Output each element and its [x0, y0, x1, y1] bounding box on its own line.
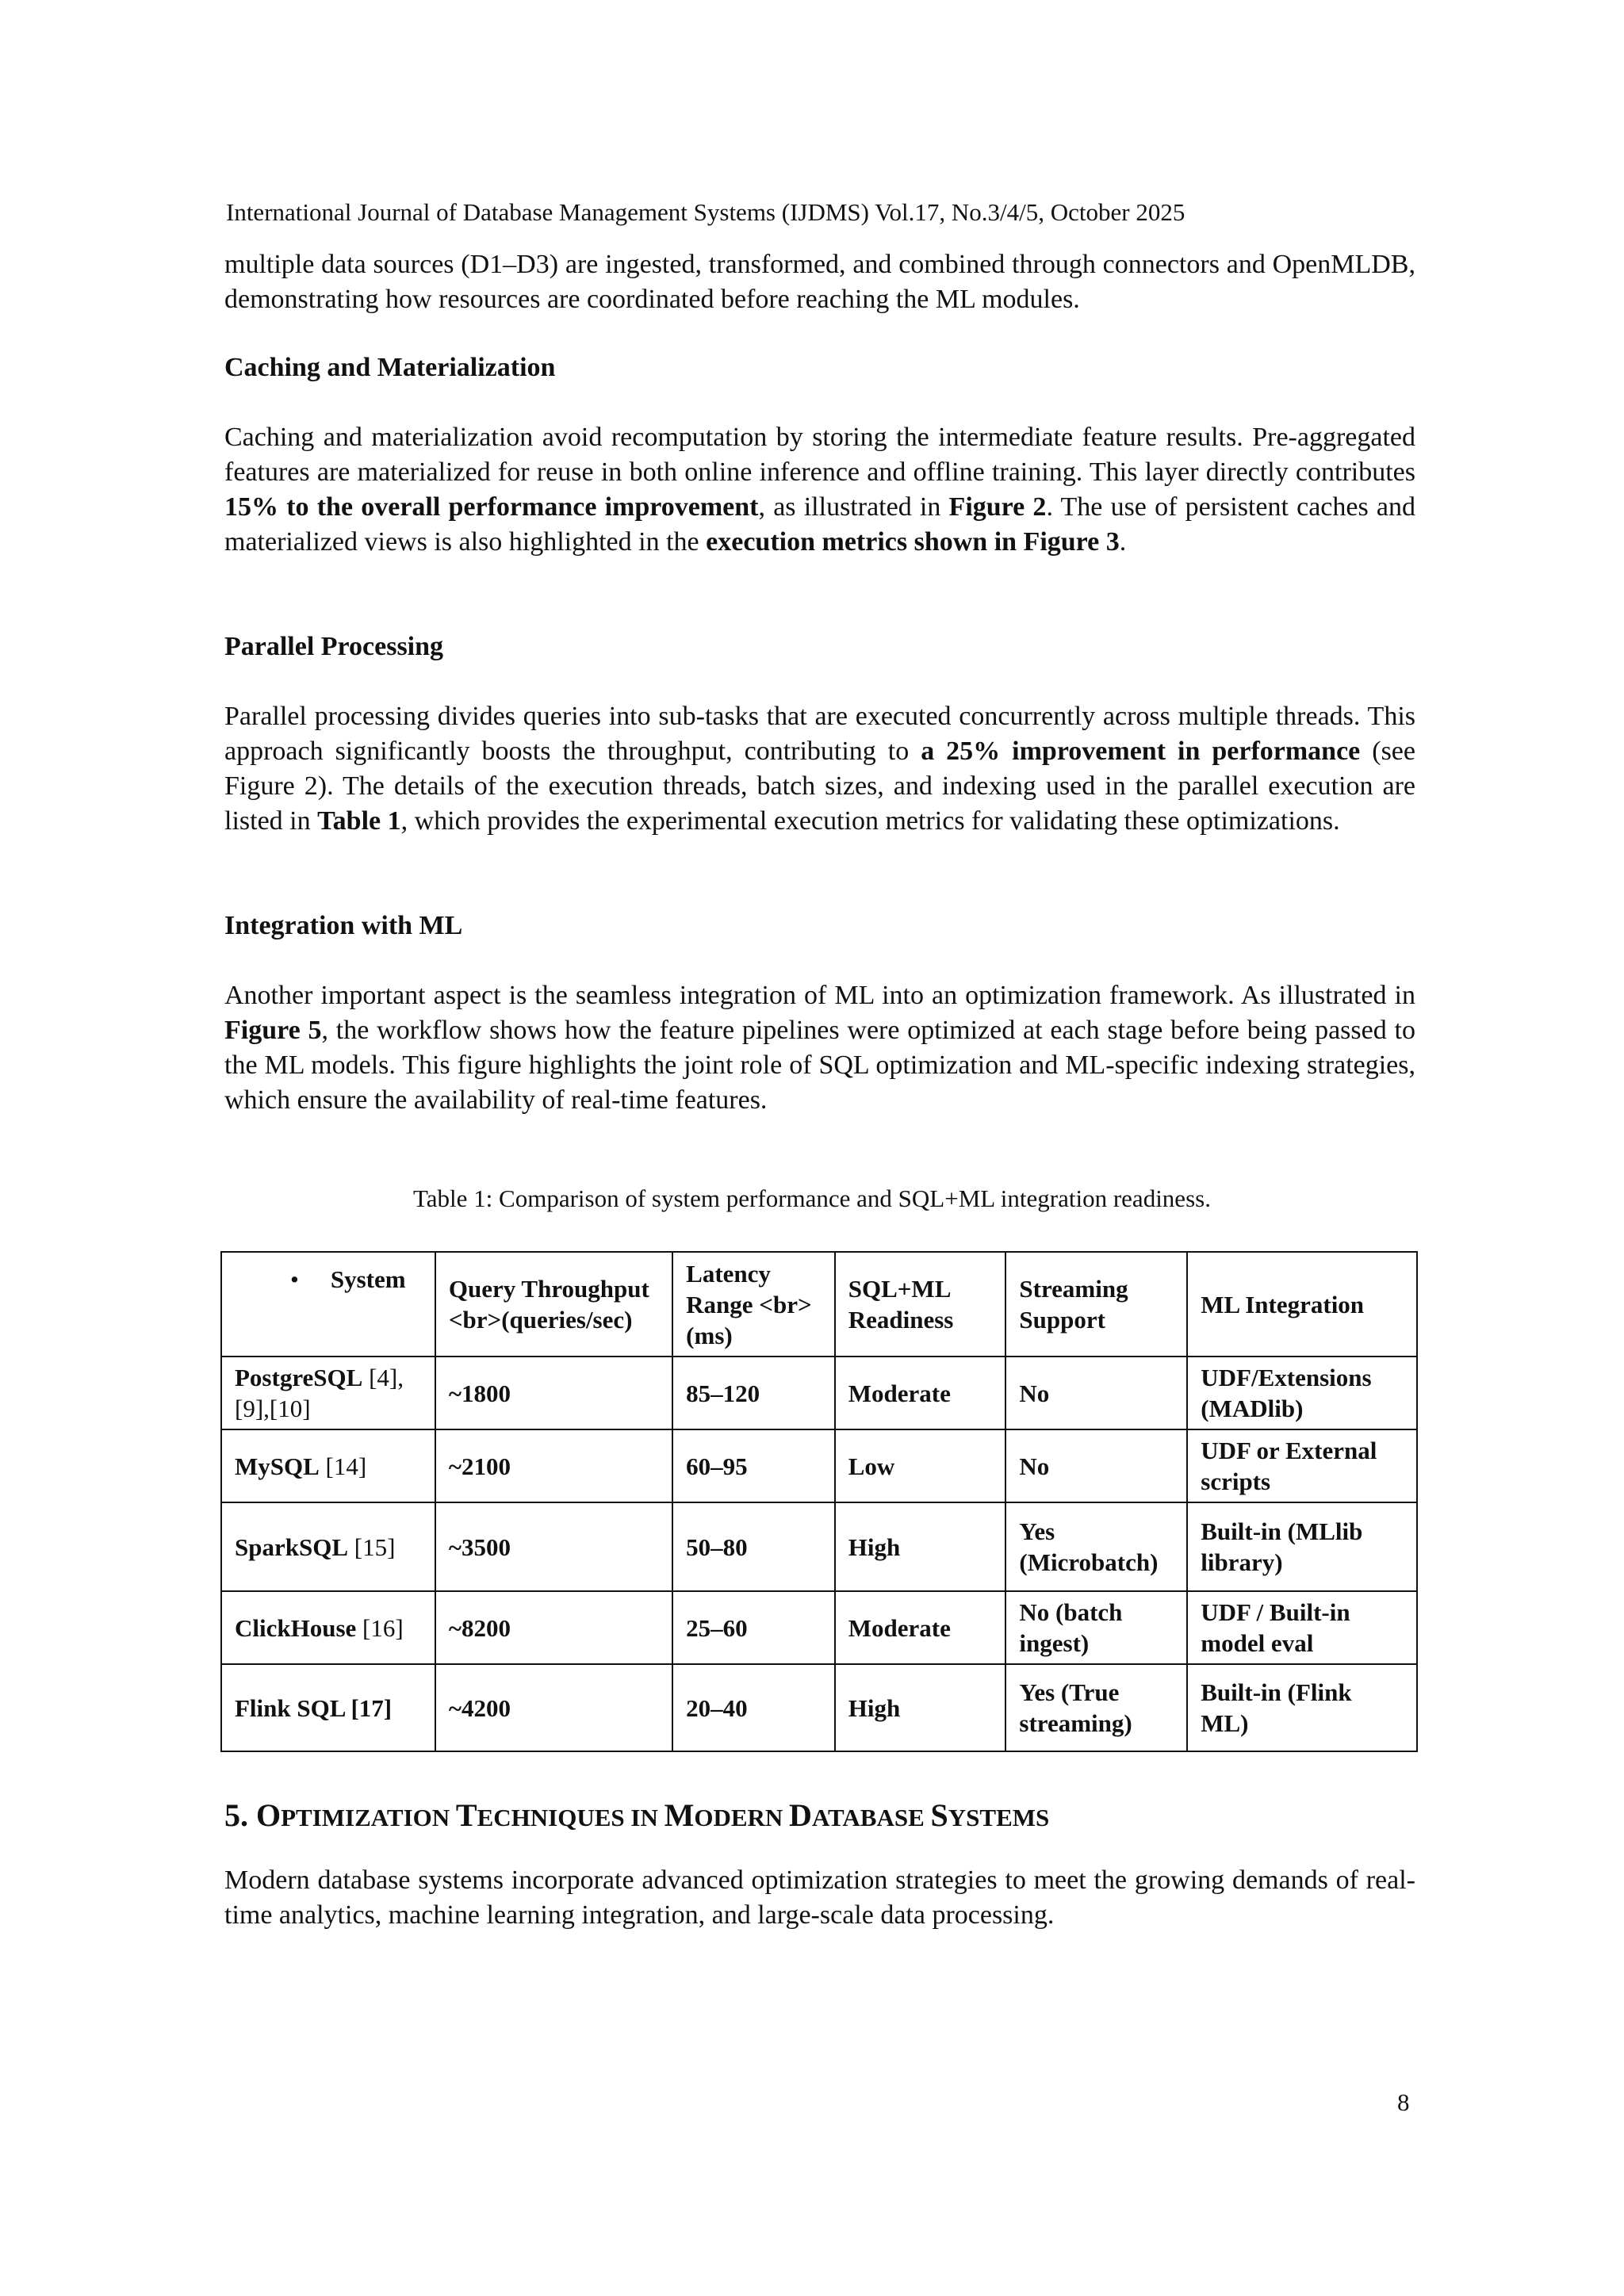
- cell-ml: UDF/Extensions (MADlib): [1187, 1357, 1417, 1429]
- section-5-heading: 5. OPTIMIZATION TECHNIQUES IN MODERN DATABASE SYSTEMS: [224, 1797, 1050, 1833]
- cell-ml: Built-in (Flink ML): [1187, 1664, 1417, 1751]
- table-header-row: [221, 1252, 1417, 1357]
- cell-ml: UDF / Built-in model eval: [1187, 1591, 1417, 1664]
- parallel-paragraph: Parallel processing divides queries into sub-tasks that are executed concurrently across multiple threads. This approach significantly boosts the throughput, contributing to a 25% improvement in performance (see Figure 2). The details of the execution threads, batch sizes, and indexing used in the parallel execution are listed in Table 1, which provides the experimental execution metrics for validating these optimizations.: [224, 702, 1415, 836]
- cell-throughput: ~8200: [435, 1591, 672, 1664]
- header-system: • System: [221, 1252, 435, 1357]
- intro-paragraph: multiple data sources (D1–D3) are ingested, transformed, and combined through connectors and OpenMLDB, demonstrating how resources are coordinated before reaching the ML modules.: [224, 250, 1415, 314]
- cell-ml: Built-in (MLlib library): [1187, 1502, 1417, 1591]
- cell-throughput: ~3500: [435, 1502, 672, 1591]
- cell-streaming: Yes (True streaming): [1005, 1664, 1187, 1751]
- caching-paragraph: Caching and materialization avoid recomputation by storing the intermediate feature results. Pre-aggregated features are materialized for reuse in both online inference and offline training. This layer directly contributes 15% to the overall performance improvement, as illustrated in Figure 2. The use of persistent caches and materialized views is also highlighted in the execution metrics shown in Figure 3.: [224, 423, 1415, 557]
- table-caption: Table 1: Comparison of system performance and SQL+ML integration readiness.: [413, 1184, 1211, 1212]
- journal-header: International Journal of Database Management Systems (IJDMS) Vol.17, No.3/4/5, October 2025: [226, 198, 1185, 226]
- table-row: [221, 1357, 1417, 1429]
- integration-paragraph: Another important aspect is the seamless integration of ML into an optimization framework. As illustrated in Figure 5, the workflow shows how the feature pipelines were optimized at each stage before being passed to the ML models. This figure highlights the joint role of SQL optimization and ML-specific indexing strategies, which ensure the availability of real-time features.: [224, 981, 1415, 1115]
- cell-latency: 50–80: [672, 1502, 835, 1591]
- cell-streaming: No: [1005, 1429, 1187, 1502]
- cell-system: MySQL [14]: [221, 1429, 435, 1502]
- parallel-heading: Parallel Processing: [224, 632, 444, 661]
- header-latency: Latency Range <br>(ms): [672, 1252, 835, 1357]
- cell-latency: 85–120: [672, 1357, 835, 1429]
- header-ml: ML Integration: [1187, 1252, 1417, 1357]
- caching-heading: Caching and Materialization: [224, 353, 556, 382]
- table-row: [221, 1591, 1417, 1664]
- table-row: [221, 1502, 1417, 1591]
- table-row: [221, 1429, 1417, 1502]
- cell-throughput: ~4200: [435, 1664, 672, 1751]
- cell-throughput: ~1800: [435, 1357, 672, 1429]
- cell-readiness: High: [835, 1664, 1006, 1751]
- cell-streaming: No (batch ingest): [1005, 1591, 1187, 1664]
- cell-system: PostgreSQL [4],[9],[10]: [221, 1357, 435, 1429]
- cell-readiness: High: [835, 1502, 1006, 1591]
- cell-throughput: ~2100: [435, 1429, 672, 1502]
- cell-latency: 60–95: [672, 1429, 835, 1502]
- integration-heading: Integration with ML: [224, 911, 463, 940]
- header-throughput: Query Throughput <br>(queries/sec): [435, 1252, 672, 1357]
- cell-latency: 20–40: [672, 1664, 835, 1751]
- cell-system: Flink SQL [17]: [221, 1664, 435, 1751]
- cell-system: SparkSQL [15]: [221, 1502, 435, 1591]
- cell-readiness: Moderate: [835, 1591, 1006, 1664]
- table-row: [221, 1664, 1417, 1751]
- section-5-paragraph: Modern database systems incorporate advanced optimization strategies to meet the growing demands of real-time analytics, machine learning integration, and large-scale data processing.: [224, 1866, 1415, 1930]
- cell-system: ClickHouse [16]: [221, 1591, 435, 1664]
- header-readiness: SQL+ML Readiness: [835, 1252, 1006, 1357]
- cell-readiness: Low: [835, 1429, 1006, 1502]
- cell-streaming: Yes (Microbatch): [1005, 1502, 1187, 1591]
- page-number: 8: [1397, 2088, 1410, 2116]
- cell-readiness: Moderate: [835, 1357, 1006, 1429]
- cell-streaming: No: [1005, 1357, 1187, 1429]
- comparison-table: [220, 1251, 1418, 1752]
- cell-ml: UDF or External scripts: [1187, 1429, 1417, 1502]
- header-streaming: Streaming Support: [1005, 1252, 1187, 1357]
- cell-latency: 25–60: [672, 1591, 835, 1664]
